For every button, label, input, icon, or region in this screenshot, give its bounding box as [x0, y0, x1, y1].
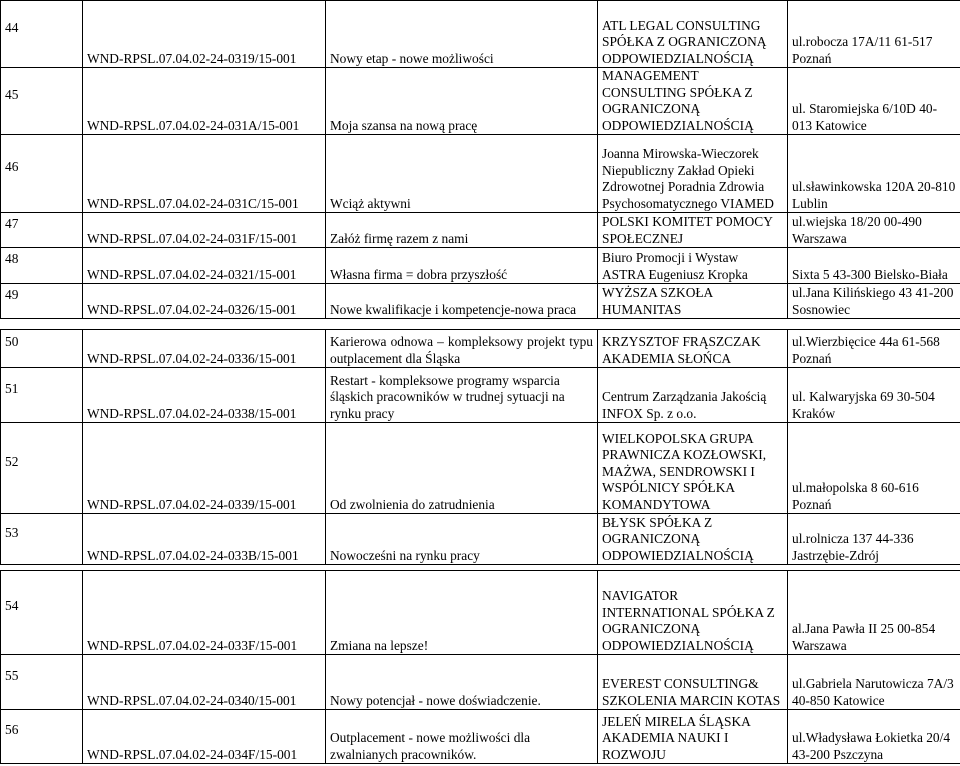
- row-number: 49: [1, 284, 83, 319]
- project-title: Outplacement - nowe możliwości dla zwalnianych pracowników.: [326, 710, 598, 764]
- organization-address: ul. Staromiejska 6/10D 40-013 Katowice: [788, 68, 960, 135]
- organization-address: ul.robocza 17A/11 61-517 Poznań: [788, 1, 960, 68]
- project-title: Nowocześni na rynku pracy: [326, 514, 598, 565]
- row-number: 52: [1, 423, 83, 514]
- table-row: [1, 710, 960, 764]
- organization-name: POLSKI KOMITET POMOCY SPOŁECZNEJ: [598, 213, 788, 248]
- organization-name: BŁYSK SPÓŁKA Z OGRANICZONĄ ODPOWIEDZIALNOŚCIĄ: [598, 514, 788, 565]
- table-row: [1, 1, 960, 68]
- organization-name: Biuro Promocji i Wystaw ASTRA Eugeniusz Kropka: [598, 248, 788, 284]
- organization-name: JELEŃ MIRELA ŚLĄSKA AKADEMIA NAUKI I ROZWOJU: [598, 710, 788, 764]
- application-code: WND-RPSL.07.04.02-24-0339/15-001: [83, 423, 326, 514]
- organization-address: ul.rolnicza 137 44-336 Jastrzębie-Zdrój: [788, 514, 960, 565]
- table-section-1: [0, 0, 960, 319]
- row-number: 54: [1, 571, 83, 655]
- table-row: [1, 213, 960, 248]
- table-section-3: [0, 570, 960, 764]
- application-code: WND-RPSL.07.04.02-24-0338/15-001: [83, 368, 326, 423]
- table-row: [1, 423, 960, 514]
- table-row: [1, 655, 960, 710]
- organization-address: ul.Wierzbięcice 44a 61-568 Poznań: [788, 330, 960, 368]
- organization-name: Centrum Zarządzania Jakością INFOX Sp. z o.o.: [598, 368, 788, 423]
- table-row: [1, 368, 960, 423]
- organization-name: WIELKOPOLSKA GRUPA PRAWNICZA KOZŁOWSKI, MAŻWA, SENDROWSKI I WSPÓLNICY SPÓŁKA KOMANDYTOWA: [598, 423, 788, 514]
- organization-address: ul.Władysława Łokietka 20/4 43-200 Pszczyna: [788, 710, 960, 764]
- project-title: Nowe kwalifikacje i kompetencje-nowa praca: [326, 284, 598, 319]
- table-row: [1, 330, 960, 368]
- project-title: Zmiana na lepsze!: [326, 571, 598, 655]
- organization-address: ul.małopolska 8 60-616 Poznań: [788, 423, 960, 514]
- row-number: 56: [1, 710, 83, 764]
- table-row: [1, 284, 960, 319]
- table-row: [1, 68, 960, 135]
- organization-address: ul.wiejska 18/20 00-490 Warszawa: [788, 213, 960, 248]
- application-code: WND-RPSL.07.04.02-24-033F/15-001: [83, 571, 326, 655]
- application-code: WND-RPSL.07.04.02-24-031F/15-001: [83, 213, 326, 248]
- project-title: Od zwolnienia do zatrudnienia: [326, 423, 598, 514]
- row-number: 55: [1, 655, 83, 710]
- organization-name: ATL LEGAL CONSULTING SPÓŁKA Z OGRANICZONĄ ODPOWIEDZIALNOŚCIĄ: [598, 1, 788, 68]
- organization-address: ul. Kalwaryjska 69 30-504 Kraków: [788, 368, 960, 423]
- row-number: 51: [1, 368, 83, 423]
- row-number: 48: [1, 248, 83, 284]
- application-code: WND-RPSL.07.04.02-24-031C/15-001: [83, 135, 326, 213]
- application-code: WND-RPSL.07.04.02-24-031A/15-001: [83, 68, 326, 135]
- row-number: 53: [1, 514, 83, 565]
- project-title: Własna firma = dobra przyszłość: [326, 248, 598, 284]
- project-title: Moja szansa na nową pracę: [326, 68, 598, 135]
- organization-name: NAVIGATOR INTERNATIONAL SPÓŁKA Z OGRANICZONĄ ODPOWIEDZIALNOŚCIĄ: [598, 571, 788, 655]
- organization-address: al.Jana Pawła II 25 00-854 Warszawa: [788, 571, 960, 655]
- organization-address: ul.Gabriela Narutowicza 7A/3 40-850 Katowice: [788, 655, 960, 710]
- table-row: [1, 135, 960, 213]
- project-title: Wciąż aktywni: [326, 135, 598, 213]
- application-code: WND-RPSL.07.04.02-24-034F/15-001: [83, 710, 326, 764]
- organization-address: ul.Jana Kilińskiego 43 41-200 Sosnowiec: [788, 284, 960, 319]
- organization-name: KRZYSZTOF FRĄSZCZAK AKADEMIA SŁOŃCA: [598, 330, 788, 368]
- row-number: 44: [1, 1, 83, 68]
- organization-address: Sixta 5 43-300 Bielsko-Biała: [788, 248, 960, 284]
- application-code: WND-RPSL.07.04.02-24-0336/15-001: [83, 330, 326, 368]
- table-row: [1, 248, 960, 284]
- row-number: 45: [1, 68, 83, 135]
- row-number: 46: [1, 135, 83, 213]
- organization-name: Joanna Mirowska-Wieczorek Niepubliczny Zakład Opieki Zdrowotnej Poradnia Zdrowia Psychosomatycznego VIAMED: [598, 135, 788, 213]
- row-number: 50: [1, 330, 83, 368]
- row-number: 47: [1, 213, 83, 248]
- application-code: WND-RPSL.07.04.02-24-0326/15-001: [83, 284, 326, 319]
- table-section-2: [0, 329, 960, 565]
- table-row: [1, 514, 960, 565]
- organization-name: EVEREST CONSULTING& SZKOLENIA MARCIN KOTAS: [598, 655, 788, 710]
- project-title: Restart - kompleksowe programy wsparcia śląskich pracowników w trudnej sytuacji na rynku pracy: [326, 368, 598, 423]
- application-code: WND-RPSL.07.04.02-24-0340/15-001: [83, 655, 326, 710]
- project-title: Nowy etap - nowe możliwości: [326, 1, 598, 68]
- application-code: WND-RPSL.07.04.02-24-033B/15-001: [83, 514, 326, 565]
- project-title: Nowy potencjał - nowe doświadczenie.: [326, 655, 598, 710]
- organization-address: ul.sławinkowska 120A 20-810 Lublin: [788, 135, 960, 213]
- table-row: [1, 571, 960, 655]
- application-code: WND-RPSL.07.04.02-24-0319/15-001: [83, 1, 326, 68]
- application-code: WND-RPSL.07.04.02-24-0321/15-001: [83, 248, 326, 284]
- project-title: Załóż firmę razem z nami: [326, 213, 598, 248]
- organization-name: MANAGEMENT CONSULTING SPÓŁKA Z OGRANICZONĄ ODPOWIEDZIALNOŚCIĄ: [598, 68, 788, 135]
- organization-name: WYŻSZA SZKOŁA HUMANITAS: [598, 284, 788, 319]
- project-title: Karierowa odnowa – kompleksowy projekt typu outplacement dla Śląska: [326, 330, 598, 368]
